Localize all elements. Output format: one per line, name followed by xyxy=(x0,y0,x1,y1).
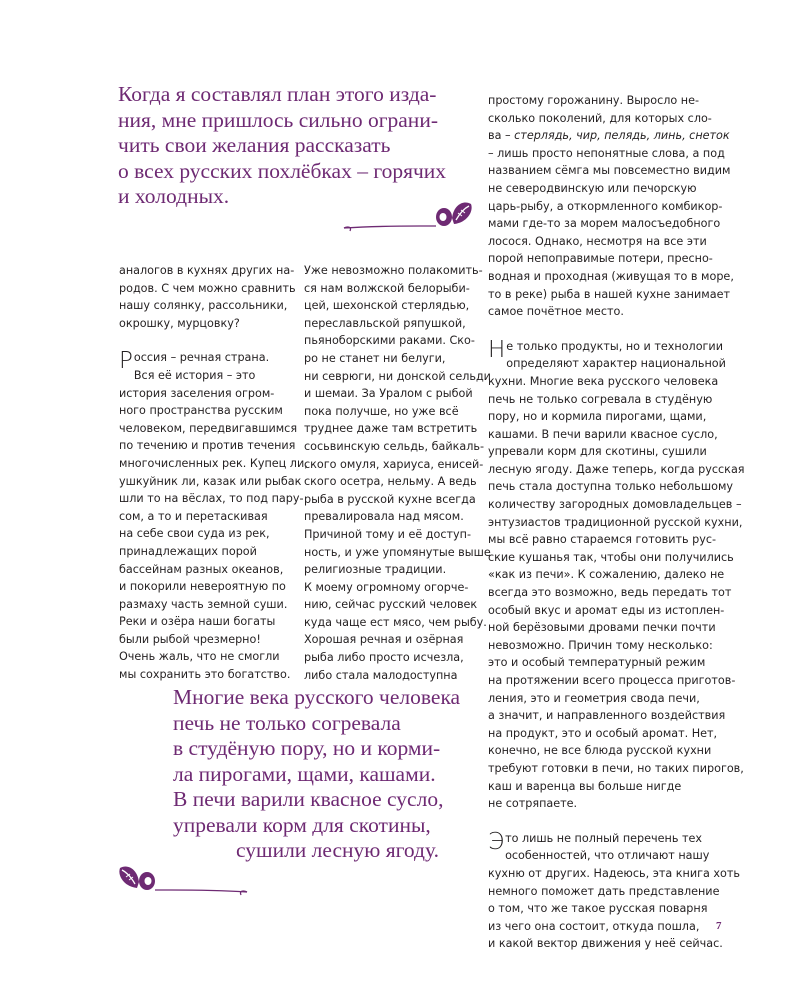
text-line: религиозные традиции. xyxy=(304,563,447,577)
text-line: Уже невозможно полакомить- xyxy=(304,264,483,277)
text-line: превалировала над мясом. xyxy=(304,510,464,524)
text-line: названием сёмга мы повсеместно видим xyxy=(488,164,731,178)
text-line: родов. С чем можно сравнить xyxy=(119,281,296,295)
text-line: ро не станет ни белуги, xyxy=(304,351,446,365)
text-line: цей, шехонской стерлядью, xyxy=(304,299,470,313)
ornament-vine-icon xyxy=(340,196,475,234)
pullquote-line: Когда я составлял план этого изда- xyxy=(118,82,437,106)
pullquote-top xyxy=(118,82,458,210)
text-line: кухни. Многие века русского человека xyxy=(488,374,719,388)
text-line: куда чаще ест мясо, чем рыбу. xyxy=(304,615,487,629)
text-line: кухню от других. Надеюсь, эта книга хоть xyxy=(488,866,740,880)
text-line: окрошку, мурцовку? xyxy=(119,316,240,330)
text-line: пока получше, но уже всё xyxy=(304,404,459,418)
text-column-1 xyxy=(119,262,308,684)
text-line: ни севрюги, ни донской сельди xyxy=(304,369,491,383)
text-line: мы сохранить это богатство. xyxy=(119,668,291,682)
text-line: конечно, не все блюда русской кухни xyxy=(488,744,712,758)
text-line: шли то на вёслах, то под пару- xyxy=(119,492,304,506)
text-line: ушкуйник ли, казак или рыбак xyxy=(119,474,302,488)
text-line: сосьвинскую сельдь, байкаль- xyxy=(304,439,485,453)
text-line: печь стала доступна только небольшому xyxy=(488,480,734,494)
paragraph xyxy=(488,830,745,865)
text-line: особый вкус и аромат еды из истоплен- xyxy=(488,603,725,617)
text-line: простому горожанину. Выросло не- xyxy=(488,94,700,107)
drop-cap: Н xyxy=(488,336,506,363)
text-line: мами где-то за морем малосъедобного xyxy=(488,217,721,231)
text-line: сколько поколений, для которых сло- xyxy=(488,111,712,125)
text-line: ления, это и геометрия свода печи, xyxy=(488,691,700,705)
text-line: принадлежащих порой xyxy=(119,544,257,558)
text-line: самое почётное место. xyxy=(488,305,624,319)
paragraph xyxy=(488,338,745,373)
text-line: лосося. Однако, несмотря на все эти xyxy=(488,234,707,248)
text-line: и какой вектор движения у неё сейчас. xyxy=(488,937,723,951)
text-line: Очень жаль, что не смогли xyxy=(119,650,280,664)
text-line: оссия – речная страна. xyxy=(133,351,270,365)
text-line: человеком, передвигавшимся xyxy=(119,421,298,435)
pullquote-line: В печи варили квасное сусло, xyxy=(173,787,444,811)
text-line: царь-рыбу, а откормленного комбикор- xyxy=(488,199,723,213)
text-line: лесную ягоду. Даже теперь, когда русская xyxy=(488,462,745,476)
text-line: определяют характер национальной xyxy=(506,357,726,371)
italic-fish-names: стерлядь, чир, пелядь, линь, снеток xyxy=(514,129,730,143)
pullquote-line: ния, мне пришлось сильно ограни- xyxy=(118,107,438,132)
text-line: количеству загородных домовладельцев – xyxy=(488,498,742,512)
text-line: пору, но и кормила пирогами, щами, xyxy=(488,410,707,424)
text-line: и шемаи. За Уралом с рыбой xyxy=(304,387,473,401)
pullquote-line: в студёную пору, но и корми- xyxy=(173,736,441,760)
text-line xyxy=(488,127,745,145)
text-line: по течению и против течения xyxy=(119,439,296,453)
text-line: из чего она состоит, откуда пошла, xyxy=(488,919,700,933)
text-line: либо стала малодоступна xyxy=(304,668,458,682)
text-line: Вся её история – это xyxy=(133,368,256,382)
text-line: многочисленных рек. Купец ли, xyxy=(119,456,308,470)
text-line: энтузиастов традиционной русской кухни, xyxy=(488,515,743,529)
text-line: особенностей, что отличают нашу xyxy=(505,849,710,863)
text-line: нашу солянку, рассольники, xyxy=(119,299,288,313)
text-line: упревали корм для скотины, сушили xyxy=(488,445,707,459)
text-line: были рыбой чрезмерно! xyxy=(119,632,261,646)
text-line: К моему огромному огорче- xyxy=(304,580,469,594)
text-line: «как из печи». К сожалению, далеко не xyxy=(488,568,725,582)
text-line: порой непоправимые потери, пресно- xyxy=(488,252,713,266)
text-line: ского омуля, хариуса, енисей- xyxy=(304,457,484,471)
text-line: то лишь не полный перечень тех xyxy=(505,831,702,845)
pullquote-line: сушили лесную ягоду. xyxy=(236,838,439,862)
text-line: о том, что же такое русская поварня xyxy=(488,902,708,916)
text-column-2 xyxy=(304,262,491,684)
text-line: е только продукты, но и технологии xyxy=(506,339,723,353)
pullquote-line: о всех русских похлёбках – горячих xyxy=(118,158,447,183)
text-line: немного поможет дать представление xyxy=(488,884,720,898)
pullquote-line: и холодных. xyxy=(118,184,230,208)
text-line: ной берёзовыми дровами печки почти xyxy=(488,621,716,635)
text-line: труднее даже там встретить xyxy=(304,422,478,436)
text-line: ся нам волжской белорыби- xyxy=(304,281,470,295)
text-line: это и особый температурный режим xyxy=(488,656,706,670)
text-line: печь не только согревала в студёную xyxy=(488,392,713,406)
text-line: ские кушанья так, чтобы они получились xyxy=(488,550,734,564)
text-line: всегда это возможно, ведь передать тот xyxy=(488,586,732,600)
text-line: не сотряпаете. xyxy=(488,797,578,811)
text-line: то в реке) рыба в нашей кухне занимает xyxy=(488,287,730,301)
text-line: рыба либо просто исчезла, xyxy=(304,651,464,665)
drop-cap: Э xyxy=(488,828,505,855)
text-line: а значит, и направленного воздействия xyxy=(488,709,726,723)
text-line: и покорили невероятную по xyxy=(119,580,286,594)
text-line: Хорошая речная и озёрная xyxy=(304,633,464,647)
drop-cap: Р xyxy=(119,348,133,375)
pullquote-line: печь не только согревала xyxy=(173,710,401,735)
text-line: пьяноборскими раками. Ско- xyxy=(304,334,475,348)
text-line: водная и проходная (живущая то в море, xyxy=(488,269,734,283)
pullquote-line: чить свои желания рассказать xyxy=(118,133,391,157)
pullquote-line: ла пирогами, щами, кашами. xyxy=(173,761,436,786)
text-line: на себе свои суда из рек, xyxy=(119,527,270,541)
text-line: бассейнам разных океанов, xyxy=(119,562,284,576)
text-line: Реки и озёра наши богаты xyxy=(119,615,276,629)
text-line: мы всё равно стараемся готовить рус- xyxy=(488,533,717,547)
text-line: каш и варенца вы больше нигде xyxy=(488,779,682,793)
text-line: не северодвинскую или печорскую xyxy=(488,181,697,195)
text-line: аналогов в кухнях других на- xyxy=(119,264,295,277)
text-line: ского осетра, нельму. А ведь xyxy=(304,475,477,489)
text-line: на продукт, это и особый аромат. Нет, xyxy=(488,726,718,740)
paragraph xyxy=(119,349,308,384)
text-line: сом, а то и перетаскивая xyxy=(119,509,268,523)
pullquote-line: Многие века русского человека xyxy=(173,685,461,709)
text-fragment: ва – xyxy=(488,129,515,143)
text-line: история заселения огром- xyxy=(119,386,275,400)
text-line: требуют готовки в печи, но таких пирогов, xyxy=(488,761,744,775)
text-line: ного пространства русским xyxy=(119,404,283,418)
text-line: переславльской ряпушкой, xyxy=(304,316,466,330)
text-line: невозможно. Причин тому несколько: xyxy=(488,638,713,652)
text-line: – лишь просто непонятные слова, а под xyxy=(488,146,725,160)
pullquote-line: упревали корм для скотины, xyxy=(173,812,431,837)
text-line: ность, и уже упомянутые выше xyxy=(304,545,491,559)
text-line: размаху часть земной суши. xyxy=(119,597,288,611)
text-line: нию, сейчас русский человек xyxy=(304,598,478,612)
text-column-3 xyxy=(488,92,745,953)
text-line: на протяжении всего процесса приготов- xyxy=(488,674,736,687)
text-line: Причиной тому и её доступ- xyxy=(304,527,471,541)
pullquote-bottom xyxy=(173,685,473,864)
page-number: 7 xyxy=(716,920,722,932)
ornament-vine-icon xyxy=(116,860,251,898)
text-line: рыба в русской кухне всегда xyxy=(304,492,476,506)
text-line: кашами. В печи варили квасное сусло, xyxy=(488,427,718,441)
